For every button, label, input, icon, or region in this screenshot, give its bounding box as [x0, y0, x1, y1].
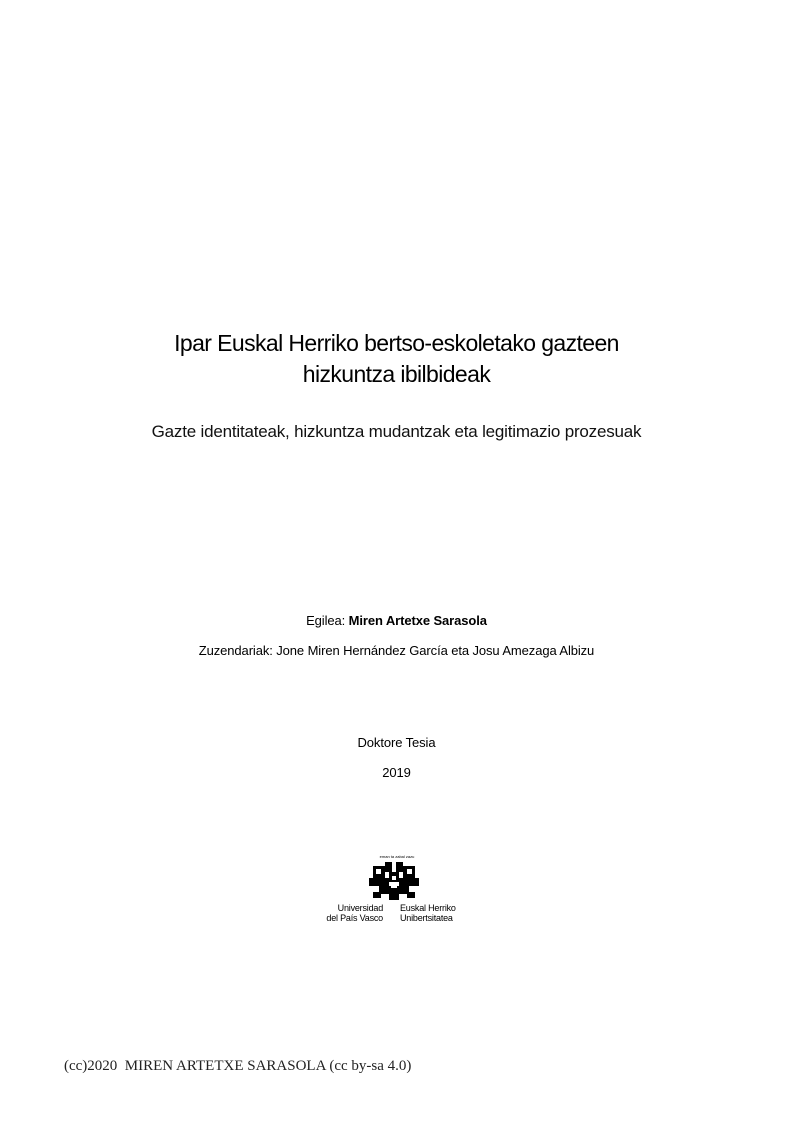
directors-names: Jone Miren Hernández García eta Josu Amezaga Albizu [276, 643, 595, 658]
logo-motto: eman ta zabal zazu [379, 854, 415, 859]
author-label: Egilea: [306, 613, 349, 628]
thesis-subtitle: Gazte identitateak, hizkuntza mudantzak eta legitimazio prozesuak [151, 422, 642, 441]
directors-label: Zuzendariak: [198, 643, 277, 658]
thesis-title [0, 328, 793, 390]
author-name: Miren Artetxe Sarasola [348, 613, 487, 628]
logo-text-basque-line-2: Unibertsitatea [400, 913, 453, 923]
thesis-title-line-1: Ipar Euskal Herriko bertso-eskoletako gazteen [174, 330, 619, 356]
logo-text-spanish [313, 903, 383, 923]
copyright-notice: (cc)2020 MIREN ARTETXE SARASOLA (cc by-sa 4.0) [64, 1058, 412, 1074]
directors-line [0, 642, 793, 660]
document-type: Doktore Tesia [357, 735, 436, 750]
logo-text-basque-line-1: Euskal Herriko [400, 903, 456, 913]
logo-text-spanish-line-1: Universidad [337, 903, 383, 913]
thesis-title-line-2: hizkuntza ibilbideak [302, 361, 491, 387]
logo-text-spanish-line-2: del País Vasco [326, 913, 383, 923]
document-year: 2019 [382, 765, 411, 780]
author-line [0, 612, 793, 630]
university-logo [313, 854, 483, 926]
logo-text-basque [400, 903, 480, 923]
university-emblem-icon [369, 862, 419, 900]
